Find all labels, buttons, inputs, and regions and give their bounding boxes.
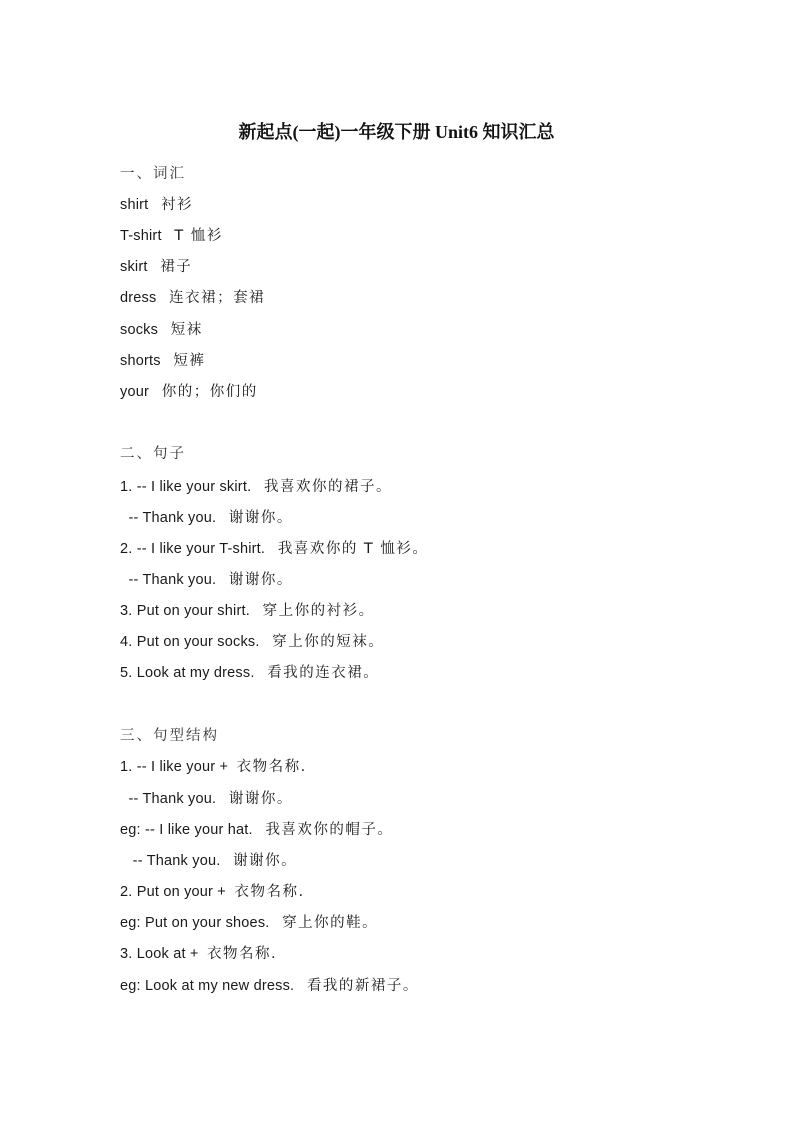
- pattern-item: [120, 852, 297, 870]
- sentence-en: 4. Put on your socks.: [120, 634, 260, 650]
- vocab-en: your: [120, 384, 150, 400]
- sentence-item: [120, 602, 375, 620]
- section-heading-vocab: 一、词汇: [120, 166, 186, 182]
- pattern-cn: 衣物名称.: [236, 759, 307, 775]
- pattern-en: -- Thank you.: [120, 791, 217, 807]
- pattern-item: [120, 977, 419, 995]
- sentence-cn: 看我的连衣裙。: [267, 665, 380, 681]
- sentence-cn: 我喜欢你的 T 恤衫。: [277, 541, 429, 557]
- pattern-cn: 穿上你的鞋。: [282, 915, 379, 931]
- vocab-item: [120, 258, 192, 276]
- sentence-en: 3. Put on your shirt.: [120, 603, 250, 619]
- pattern-item: [120, 945, 277, 963]
- sentence-en: 5. Look at my dress.: [120, 665, 255, 681]
- pattern-en: eg: Look at my new dress.: [120, 978, 295, 994]
- pattern-cn: 衣物名称.: [207, 946, 278, 962]
- sentence-item: [120, 633, 384, 651]
- page-title: 新起点(一起)一年级下册 Unit6 知识汇总: [238, 122, 555, 142]
- vocab-cn: 你的；你们的: [161, 384, 258, 400]
- sentence-en: -- Thank you.: [120, 572, 217, 588]
- vocab-en: shorts: [120, 353, 161, 369]
- pattern-cn: 看我的新裙子。: [306, 978, 419, 994]
- pattern-cn: 谢谢你。: [233, 853, 298, 869]
- vocab-cn: 衬衫: [161, 197, 194, 213]
- sentence-cn: 穿上你的衬衫。: [262, 603, 375, 619]
- sentence-item: [120, 509, 293, 527]
- sentence-cn: 谢谢你。: [228, 510, 293, 526]
- vocab-item: [120, 227, 223, 245]
- sentence-en: 1. -- I like your skirt.: [120, 479, 252, 495]
- section-heading-patterns: 三、句型结构: [120, 728, 219, 744]
- vocab-item: [120, 196, 193, 214]
- sentence-en: 2. -- I like your T-shirt.: [120, 541, 266, 557]
- pattern-en: eg: Put on your shoes.: [120, 915, 270, 931]
- vocab-en: dress: [120, 290, 157, 306]
- vocab-en: socks: [120, 322, 159, 338]
- pattern-en: 3. Look at +: [120, 946, 199, 962]
- vocab-item: [120, 321, 203, 339]
- vocab-cn: 连衣裙；套裙: [169, 290, 266, 306]
- sentence-item: [120, 571, 293, 589]
- vocab-cn: 短裤: [173, 353, 206, 369]
- vocab-item: [120, 289, 265, 307]
- vocab-item: [120, 352, 205, 370]
- sentence-cn: 谢谢你。: [228, 572, 293, 588]
- vocab-cn: 裙子: [160, 259, 193, 275]
- pattern-cn: 我喜欢你的帽子。: [265, 822, 394, 838]
- pattern-en: 2. Put on your +: [120, 884, 226, 900]
- sentence-item: [120, 478, 392, 496]
- pattern-item: [120, 790, 293, 808]
- sentence-item: [120, 664, 379, 682]
- pattern-cn: 衣物名称.: [234, 884, 305, 900]
- pattern-en: -- Thank you.: [120, 853, 221, 869]
- vocab-cn: 短袜: [170, 322, 203, 338]
- section-heading-sentences: 二、句子: [120, 446, 186, 462]
- vocab-en: skirt: [120, 259, 148, 275]
- vocab-en: shirt: [120, 197, 149, 213]
- pattern-en: eg: -- I like your hat.: [120, 822, 253, 838]
- vocab-item: [120, 383, 258, 401]
- pattern-item: [120, 821, 393, 839]
- pattern-item: [120, 883, 305, 901]
- pattern-cn: 谢谢你。: [228, 791, 293, 807]
- sentence-cn: 我喜欢你的裙子。: [263, 479, 392, 495]
- vocab-cn: T 恤衫: [174, 228, 223, 244]
- vocab-en: T-shirt: [120, 228, 162, 244]
- pattern-item: [120, 914, 378, 932]
- sentence-cn: 穿上你的短袜。: [272, 634, 385, 650]
- pattern-en: 1. -- I like your +: [120, 759, 229, 775]
- sentence-item: [120, 540, 428, 558]
- pattern-item: [120, 758, 307, 776]
- sentence-en: -- Thank you.: [120, 510, 217, 526]
